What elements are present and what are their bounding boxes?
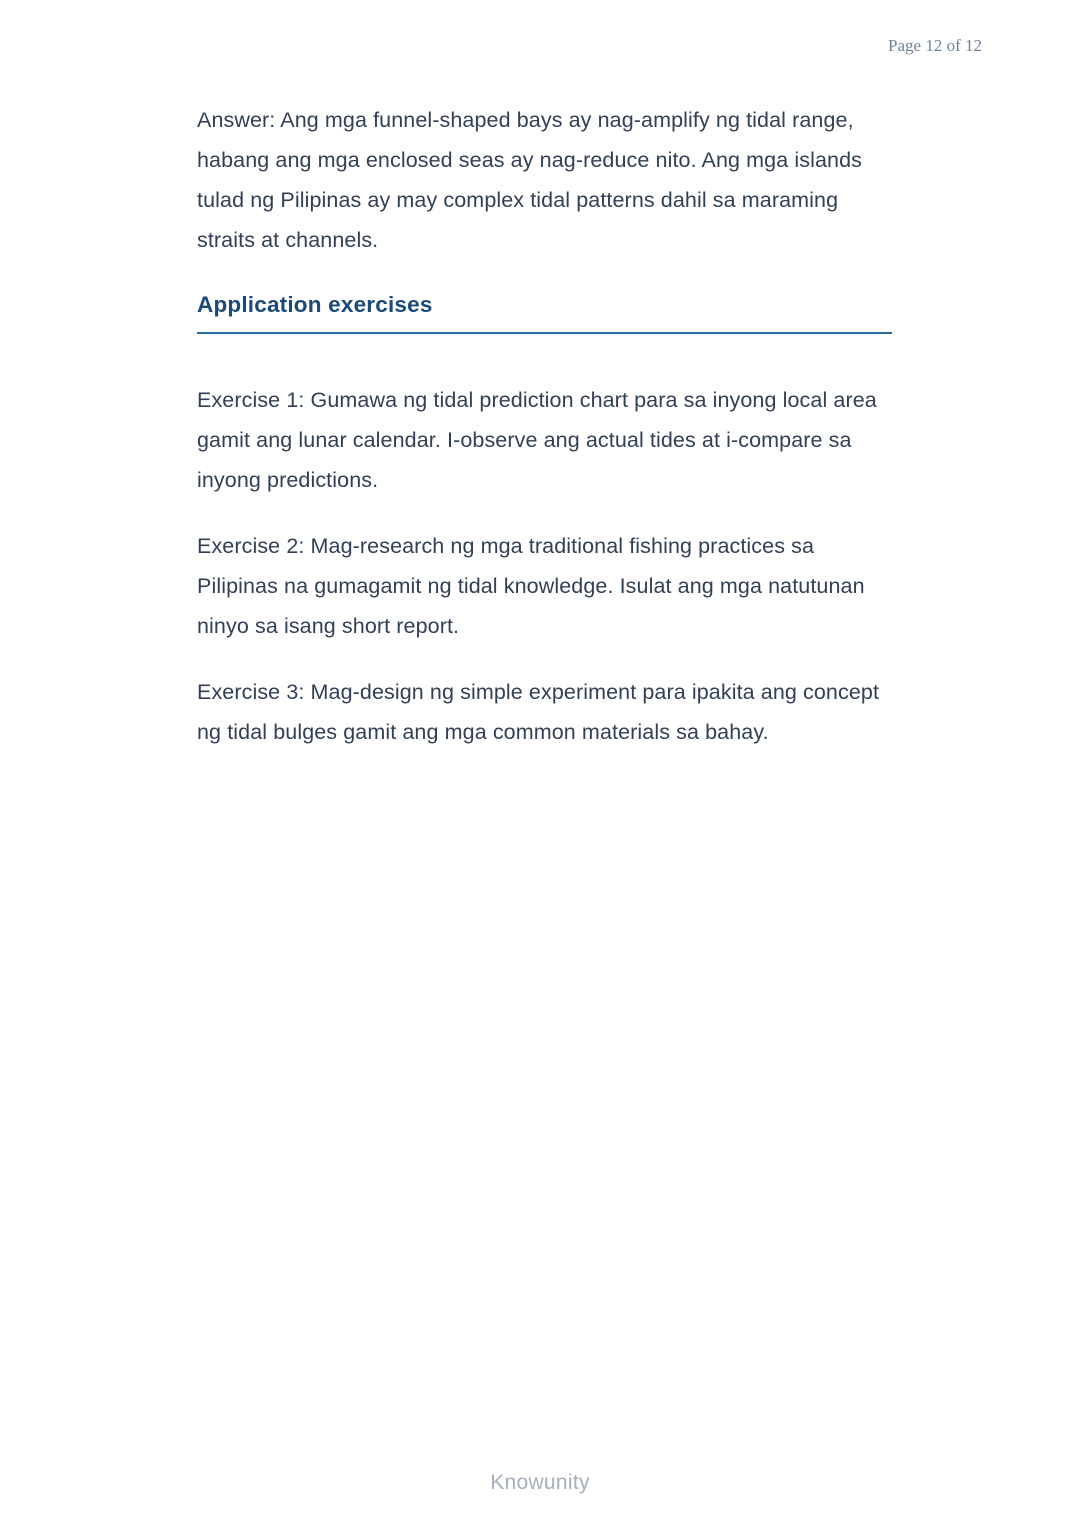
answer-paragraph: Answer: Ang mga funnel-shaped bays ay nag-amplify ng tidal range, habang ang mga enclosed seas ay nag-reduce nito. Ang mga islands tulad ng Pilipinas ay may complex tidal patterns dahil sa maraming straits at channels.: [197, 108, 862, 252]
section-heading: Application exercises: [197, 292, 433, 317]
exercise-1-paragraph: Exercise 1: Gumawa ng tidal prediction chart para sa inyong local area gamit ang lunar calendar. I-observe ang actual tides at i-compare sa inyong predictions.: [197, 388, 877, 492]
exercise-2-paragraph: Exercise 2: Mag-research ng mga traditional fishing practices sa Pilipinas na gumagamit ng tidal knowledge. Isulat ang mga natutunan ninyo sa isang short report.: [197, 534, 865, 638]
footer-brand: Knowunity: [490, 1471, 590, 1494]
document-content: [197, 100, 892, 778]
page-number-indicator: Page 12 of 12: [888, 36, 982, 55]
exercise-3-paragraph: Exercise 3: Mag-design ng simple experiment para ipakita ang concept ng tidal bulges gamit ang mga common materials sa bahay.: [197, 680, 880, 744]
section-heading-rule: [197, 332, 892, 334]
